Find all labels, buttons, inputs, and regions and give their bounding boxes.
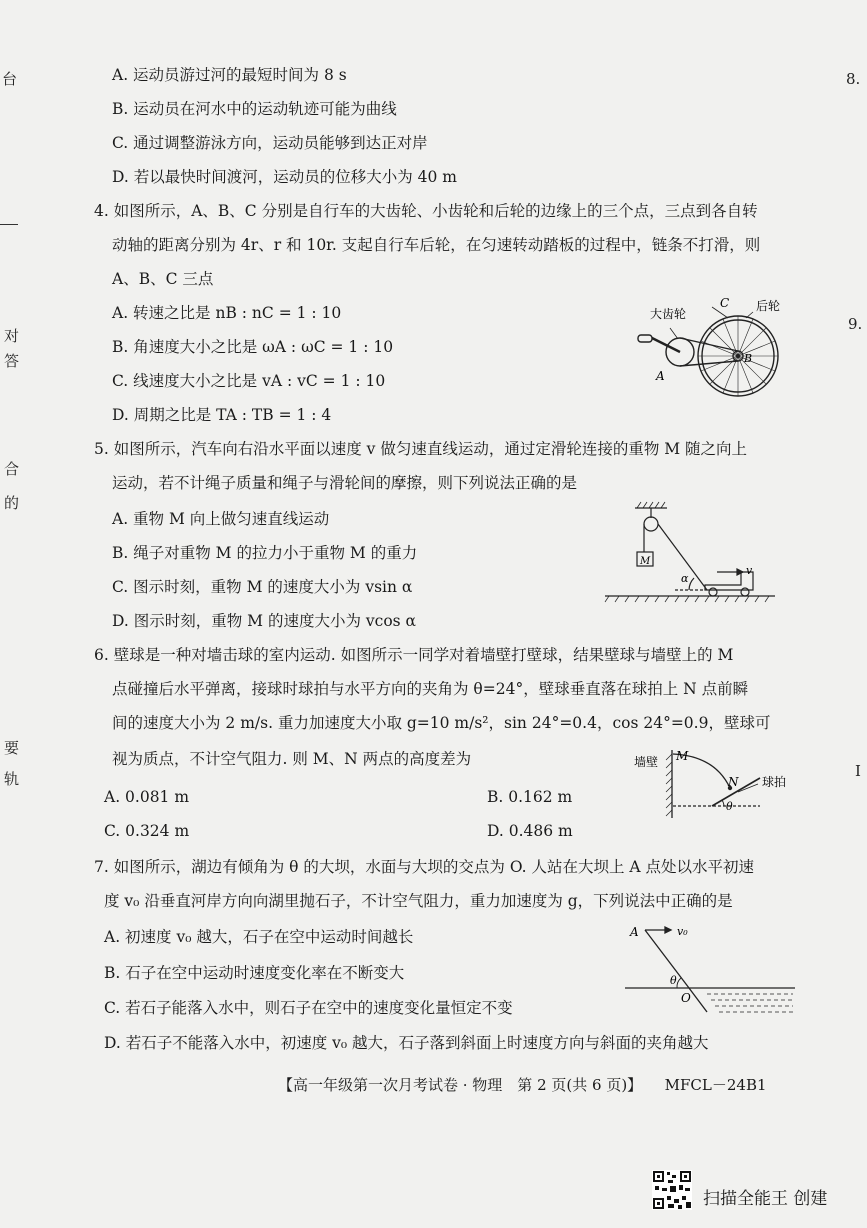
squash-label-theta: θ	[726, 800, 733, 813]
dam-label-v0: v₀	[677, 925, 688, 938]
q4-stem-line-2: 动轴的距离分别为 4r、r 和 10r. 支起自行车后轮，在匀速转动踏板的过程中，链条不打滑，则	[112, 236, 761, 254]
scanner-watermark-label: 扫描全能王 创建	[703, 1189, 828, 1209]
q6-option-a: A. 0.081 m	[104, 788, 190, 806]
dam-label-o: O	[681, 991, 691, 1005]
right-margin-fragment-1: 8.	[846, 70, 861, 88]
q5-stem-line-1: 5. 如图所示，汽车向右沿水平面以速度 v 做匀速直线运动，通过定滑轮连接的重物 M 随之向上	[94, 440, 748, 458]
pulley-label-v: v	[746, 564, 753, 577]
q7-option-c: C. 若石子能落入水中，则石子在空中的速度变化量恒定不变	[104, 999, 513, 1017]
left-margin-fragment-7: 轨	[4, 770, 20, 788]
right-margin-fragment-2: 9.	[848, 315, 863, 333]
dam-label-theta: θ	[670, 974, 677, 987]
q6-stem-line-1: 6. 壁球是一种对墙击球的室内运动. 如图所示一同学对着墙壁打壁球，结果壁球与墙壁上的 M	[94, 646, 734, 664]
q5-option-c: C. 图示时刻，重物 M 的速度大小为 vsin α	[112, 578, 413, 596]
q5-option-d: D. 图示时刻，重物 M 的速度大小为 vcos α	[112, 612, 416, 630]
bicycle-label-c: C	[720, 296, 730, 310]
q3-option-a: A. 运动员游过河的最短时间为 8 s	[112, 66, 347, 84]
q4-option-c: C. 线速度大小之比是 vA : vC = 1 : 10	[112, 372, 386, 390]
q6-option-d: D. 0.486 m	[487, 822, 573, 840]
q7-stem-line-2: 度 v₀ 沿垂直河岸方向向湖里抛石子，不计空气阻力，重力加速度为 g，下列说法中正确的是	[104, 892, 733, 910]
left-margin-rule	[0, 224, 18, 225]
squash-label-m: M	[676, 749, 689, 763]
left-margin-fragment-2: 对	[4, 327, 20, 345]
pulley-label-alpha: α	[681, 572, 689, 585]
left-margin-fragment-3: 答	[4, 352, 20, 370]
left-margin-fragment-4: 合	[4, 460, 20, 478]
squash-label-racket: 球拍	[762, 775, 787, 789]
q4-option-b: B. 角速度大小之比是 ωA : ωC = 1 : 10	[112, 338, 394, 356]
q5-option-a: A. 重物 M 向上做匀速直线运动	[112, 510, 330, 528]
bicycle-label-rear-wheel: 后轮	[756, 299, 781, 313]
q5-stem-line-2: 运动，若不计绳子质量和绳子与滑轮间的摩擦，则下列说法正确的是	[112, 474, 578, 492]
right-margin-fragment-3: I	[855, 762, 861, 780]
pulley-car-figure	[605, 500, 775, 605]
dam-figure	[625, 922, 800, 1027]
q3-option-c: C. 通过调整游泳方向，运动员能够到达正对岸	[112, 134, 428, 152]
page-footer: 【高一年级第一次月考试卷 · 物理 第 2 页(共 6 页)】 MFCL－24B1	[278, 1076, 767, 1094]
bicycle-label-b: B	[744, 352, 753, 365]
q4-option-a: A. 转速之比是 nB : nC = 1 : 10	[112, 304, 342, 322]
q6-option-b: B. 0.162 m	[487, 788, 573, 806]
bicycle-label-a: A	[656, 369, 665, 383]
q7-option-a: A. 初速度 v₀ 越大，石子在空中运动时间越长	[104, 928, 414, 946]
squash-label-n: N	[728, 775, 739, 789]
q7-stem-line-1: 7. 如图所示，湖边有倾角为 θ 的大坝，水面与大坝的交点为 O. 人站在大坝上 A 点处以水平初速	[94, 858, 755, 876]
left-margin-fragment-1: 台	[2, 70, 18, 88]
q6-stem-line-2: 点碰撞后水平弹离，接球时球拍与水平方向的夹角为 θ=24°，壁球垂直落在球拍上 N 点前瞬	[112, 680, 749, 698]
bicycle-figure	[620, 296, 790, 406]
q5-option-b: B. 绳子对重物 M 的拉力小于重物 M 的重力	[112, 544, 418, 562]
left-margin-fragment-6: 要	[4, 739, 20, 757]
q4-stem-line-1: 4. 如图所示，A、B、C 分别是自行车的大齿轮、小齿轮和后轮的边缘上的三个点，三点到各自转	[94, 202, 758, 220]
q3-option-d: D. 若以最快时间渡河，运动员的位移大小为 40 m	[112, 168, 458, 186]
squash-figure	[630, 746, 800, 821]
bicycle-label-big-gear: 大齿轮	[650, 307, 687, 321]
q4-option-d: D. 周期之比是 TA : TB = 1 : 4	[112, 406, 332, 424]
q6-stem-line-3: 间的速度大小为 2 m/s. 重力加速度大小取 g=10 m/s²，sin 24°=0.4，cos 24°=0.9，壁球可	[112, 714, 771, 732]
pulley-label-m: M	[640, 556, 651, 567]
q6-option-c: C. 0.324 m	[104, 822, 190, 840]
q3-option-b: B. 运动员在河水中的运动轨迹可能为曲线	[112, 100, 397, 118]
q7-option-b: B. 石子在空中运动时速度变化率在不断变大	[104, 964, 405, 982]
qr-code-icon	[652, 1170, 692, 1210]
q7-option-d: D. 若石子不能落入水中，初速度 v₀ 越大，石子落到斜面上时速度方向与斜面的夹角越大	[104, 1034, 709, 1052]
dam-label-a: A	[630, 925, 639, 939]
q4-stem-line-3: A、B、C 三点	[112, 270, 214, 288]
q6-stem-line-4: 视为质点，不计空气阻力. 则 M、N 两点的高度差为	[112, 750, 472, 768]
left-margin-fragment-5: 的	[4, 494, 20, 512]
squash-label-wall: 墙壁	[634, 755, 659, 769]
